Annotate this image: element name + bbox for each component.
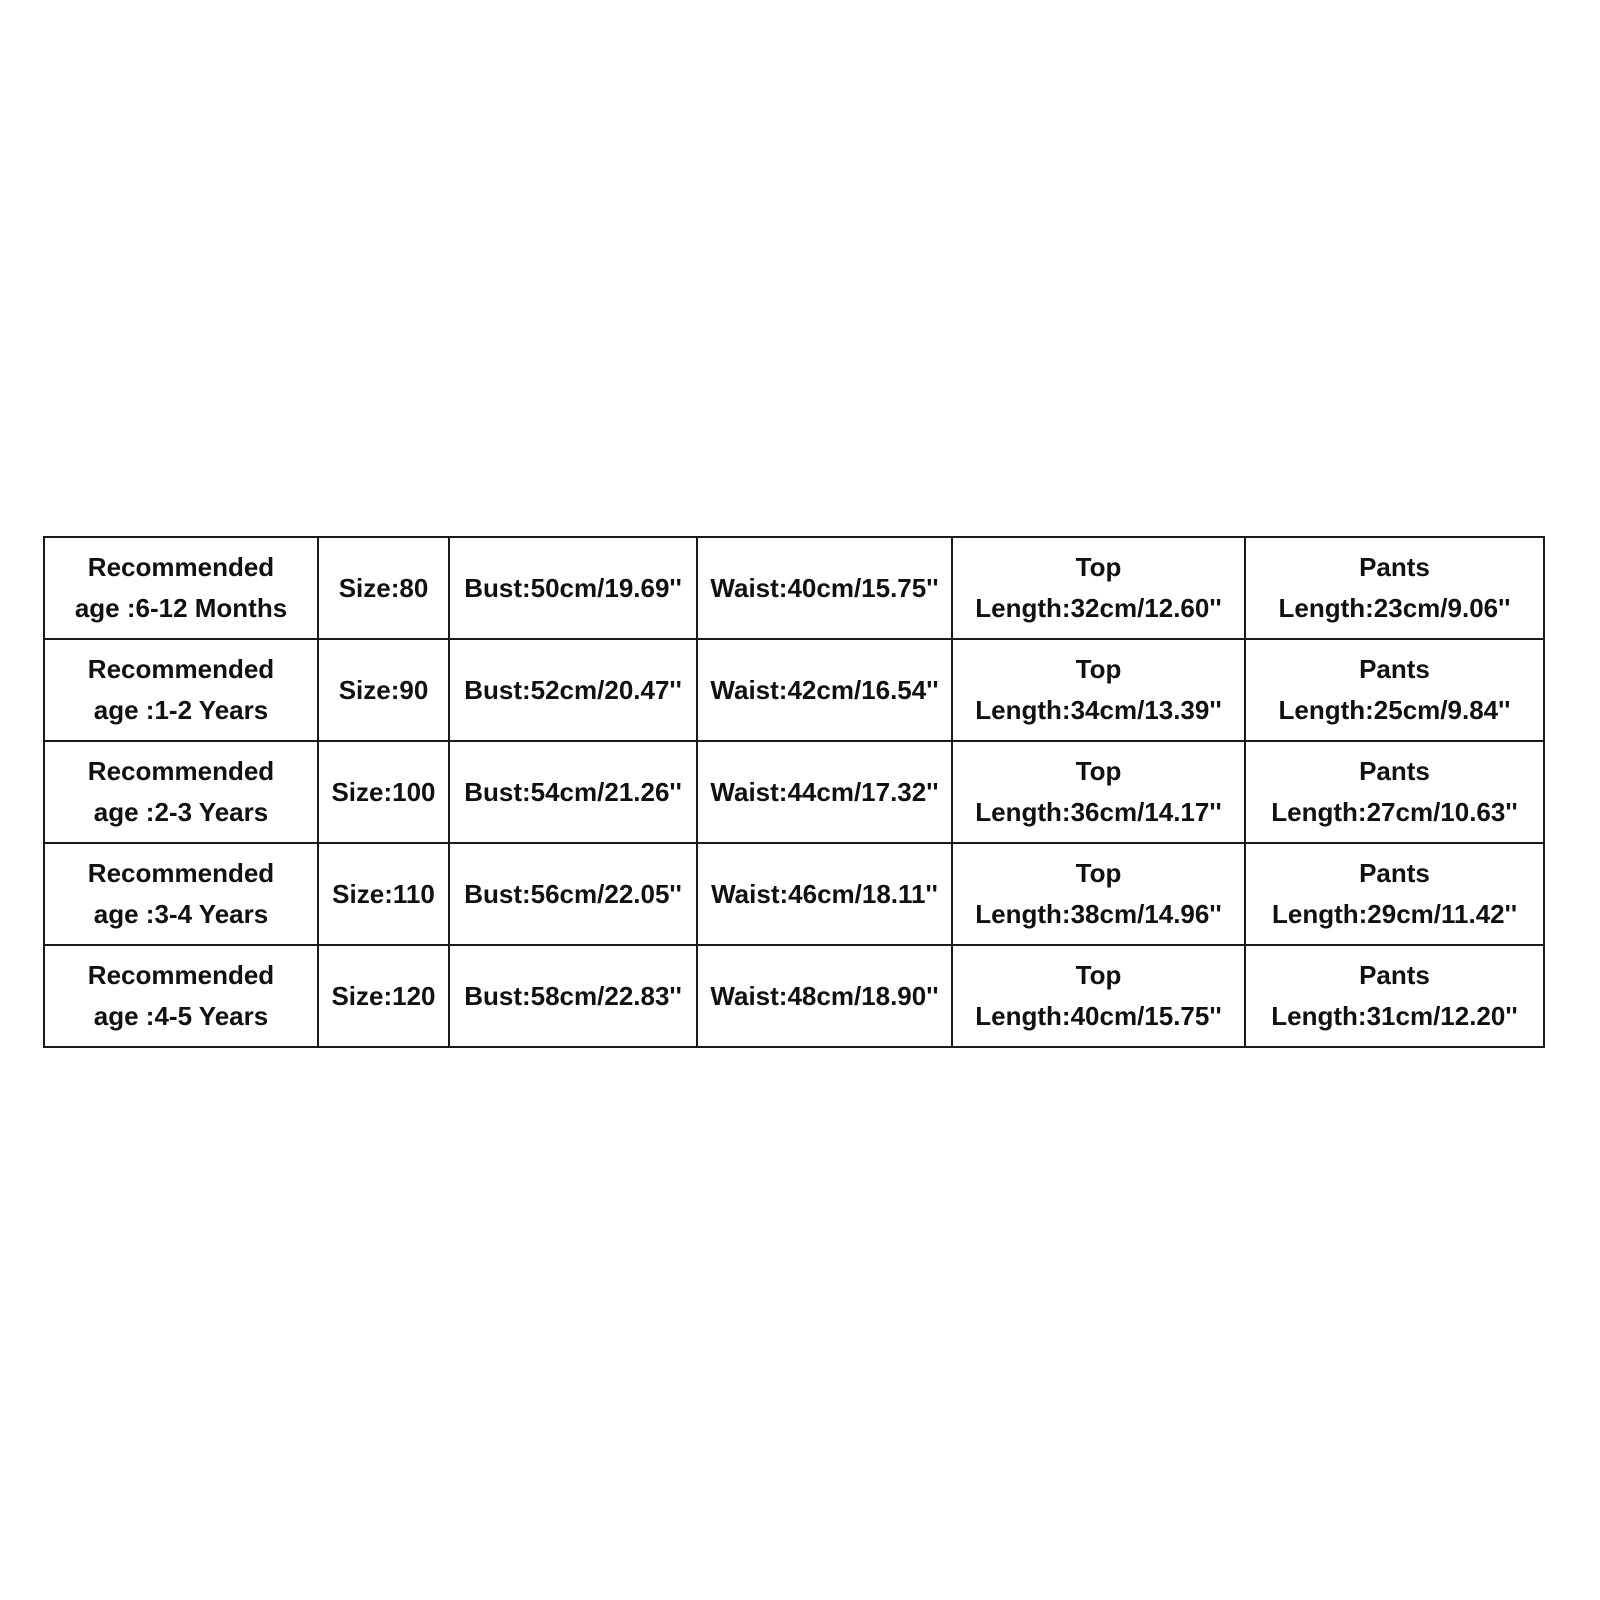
bust-cell: Bust:58cm/22.83'' [449, 945, 697, 1047]
bust-cell: Bust:56cm/22.05'' [449, 843, 697, 945]
pants-length-value: Length:25cm/9.84'' [1278, 695, 1511, 725]
top-label: Top [1075, 552, 1122, 582]
pants-length-cell [1245, 945, 1544, 1047]
bust-cell: Bust:54cm/21.26'' [449, 741, 697, 843]
age-label: Recommended [87, 960, 275, 990]
table-row [44, 945, 1544, 1047]
pants-length-cell [1245, 843, 1544, 945]
age-range: age :1-2 Years [93, 695, 269, 725]
age-label: Recommended [87, 858, 275, 888]
bust-cell: Bust:52cm/20.47'' [449, 639, 697, 741]
size-cell: Size:100 [318, 741, 449, 843]
top-length-cell [952, 741, 1245, 843]
age-label: Recommended [87, 756, 275, 786]
pants-label: Pants [1359, 756, 1430, 786]
table-row [44, 639, 1544, 741]
top-length-value: Length:32cm/12.60'' [975, 593, 1222, 623]
age-cell [44, 945, 318, 1047]
age-label: Recommended [87, 654, 275, 684]
top-length-value: Length:38cm/14.96'' [975, 899, 1222, 929]
top-length-cell [952, 537, 1245, 639]
pants-label: Pants [1359, 552, 1430, 582]
waist-cell: Waist:42cm/16.54'' [697, 639, 952, 741]
age-range: age :2-3 Years [93, 797, 269, 827]
table-row [44, 537, 1544, 639]
top-length-cell [952, 945, 1245, 1047]
age-range: age :6-12 Months [74, 593, 288, 623]
top-length-value: Length:34cm/13.39'' [975, 695, 1222, 725]
size-cell: Size:110 [318, 843, 449, 945]
pants-length-cell [1245, 639, 1544, 741]
pants-length-cell [1245, 741, 1544, 843]
age-cell [44, 639, 318, 741]
pants-label: Pants [1359, 654, 1430, 684]
age-cell [44, 741, 318, 843]
waist-cell: Waist:44cm/17.32'' [697, 741, 952, 843]
top-length-cell [952, 639, 1245, 741]
age-range: age :4-5 Years [93, 1001, 269, 1031]
pants-length-value: Length:29cm/11.42'' [1271, 899, 1518, 929]
size-cell: Size:90 [318, 639, 449, 741]
pants-length-cell [1245, 537, 1544, 639]
table-row [44, 843, 1544, 945]
pants-label: Pants [1359, 858, 1430, 888]
top-length-value: Length:36cm/14.17'' [975, 797, 1222, 827]
top-label: Top [1075, 756, 1122, 786]
top-label: Top [1075, 960, 1122, 990]
age-cell [44, 537, 318, 639]
pants-length-value: Length:27cm/10.63'' [1271, 797, 1518, 827]
age-range: age :3-4 Years [93, 899, 269, 929]
size-chart-table [43, 536, 1545, 1048]
age-label: Recommended [87, 552, 275, 582]
pants-length-value: Length:31cm/12.20'' [1271, 1001, 1518, 1031]
age-cell [44, 843, 318, 945]
top-length-cell [952, 843, 1245, 945]
top-length-value: Length:40cm/15.75'' [975, 1001, 1222, 1031]
size-cell: Size:120 [318, 945, 449, 1047]
size-cell: Size:80 [318, 537, 449, 639]
top-label: Top [1075, 654, 1122, 684]
pants-length-value: Length:23cm/9.06'' [1278, 593, 1511, 623]
bust-cell: Bust:50cm/19.69'' [449, 537, 697, 639]
pants-label: Pants [1359, 960, 1430, 990]
waist-cell: Waist:48cm/18.90'' [697, 945, 952, 1047]
table-row [44, 741, 1544, 843]
waist-cell: Waist:46cm/18.11'' [697, 843, 952, 945]
waist-cell: Waist:40cm/15.75'' [697, 537, 952, 639]
top-label: Top [1075, 858, 1122, 888]
